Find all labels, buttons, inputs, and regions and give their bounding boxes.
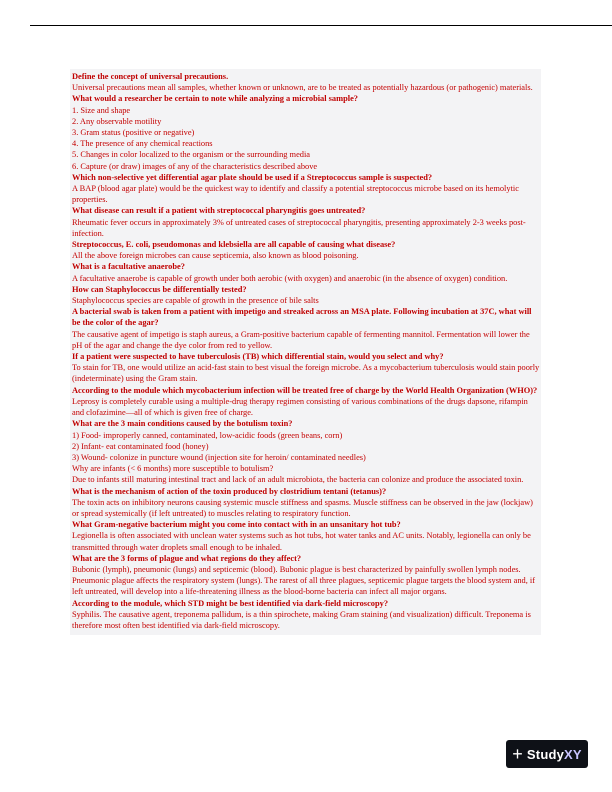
answer-text: To stain for TB, one would utilize an acid-fast stain to best visual the foreign microbe. As a mycobacterium tuberculosis would stain poorly (indeterminate) using the Gram stain. (72, 363, 540, 384)
qa-block (72, 239, 541, 261)
answer-text: All the above foreign microbes can cause septicemia, also known as blood poisoning. (72, 251, 359, 261)
answer-text: A facultative anaerobe is capable of growth under both aerobic (with oxygen) and anaerobic (in the absence of oxygen) condition. (72, 273, 508, 283)
question-text: Define the concept of universal precautions. (72, 72, 229, 81)
qa-block (72, 93, 541, 171)
answer-text: Rheumatic fever occurs in approximately 3% of untreated cases of streptococcal pharyngitis, presenting approximately 2-3 weeks post-infection. (72, 217, 526, 238)
question-text: A bacterial swab is taken from a patient with impetigo and streaked across an MSA plate. Following incubation at 37C, what will be the color of the agar? (72, 307, 532, 328)
qa-content (70, 69, 541, 635)
answer-text: 3. Gram status (positive or negative) (72, 128, 195, 138)
header-rule (30, 25, 612, 26)
question-text: What is the mechanism of action of the toxin produced by clostridium tentani (tetanus)? (72, 486, 387, 496)
qa-block (72, 306, 541, 351)
brand-name: Study (526, 746, 565, 762)
qa-block (72, 205, 541, 239)
qa-block (72, 172, 541, 206)
qa-block (72, 261, 541, 283)
plus-icon: + (512, 744, 523, 764)
question-text: What disease can result if a patient with streptococcal pharyngitis goes untreated? (72, 206, 366, 216)
qa-block (72, 385, 541, 419)
qa-block (72, 284, 541, 306)
qa-block (72, 598, 541, 632)
answer-text: 1) Food- improperly canned, contaminated, low-acidic foods (green beans, corn) (72, 430, 343, 440)
answer-text: Syphilis. The causative agent, treponema pallidum, is a thin spirochete, making Gram staining (and visualization) difficult. Treponema is therefore most often best identified via dark-field microscopy. (72, 609, 531, 630)
answer-text: 6. Capture (or draw) images of any of the characteristics described above (72, 161, 318, 171)
question-text: What would a researcher be certain to note while analyzing a microbial sample? (72, 94, 358, 104)
answer-text: Bubonic (lymph), pneumonic (lungs) and septicemic (blood). Bubonic plague is best characterized by painfully swollen lymph nodes. Pneumonic plague affects the respiratory system (lungs). The rarest of all three plagues, septicemic plague targets the blood system and, if left untreated, will develop into a life-threatening illness as the blood-borne bacteria can infect all major organs. (72, 564, 536, 597)
studyxy-logo[interactable] (506, 740, 588, 768)
qa-block (72, 71, 541, 93)
question-text: Which non-selective yet differential agar plate should be used if a Streptococcus sample is suspected? (72, 172, 433, 182)
answer-text: Staphylococcus species are capable of growth in the presence of bile salts (72, 296, 319, 306)
answer-text: Due to infants still maturing intestinal tract and lack of an adult microbiota, the bacteria can colonize and produce the associated toxin. (72, 475, 524, 485)
brand-suffix: XY (564, 746, 582, 762)
answer-text: 3) Wound- colonize in puncture wound (injection site for heroin/ contaminated needles) (72, 452, 366, 462)
qa-block (72, 486, 541, 520)
qa-block (72, 519, 541, 553)
answer-text: Leprosy is completely curable using a multiple-drug therapy regimen consisting of various combinations of the drugs dapsone, rifampin and clofazimine—all of which is given free of charge. (72, 396, 528, 418)
question-text: What Gram-negative bacterium might you come into contact with in an unsanitary hot tub? (72, 520, 401, 530)
answer-text: Why are infants (< 6 months) more susceptible to botulism? (72, 464, 274, 474)
answer-text: 5. Changes in color localized to the organism or the surrounding media (72, 150, 311, 160)
answer-text: 4. The presence of any chemical reactions (72, 139, 213, 149)
question-text: What is a facultative anaerobe? (72, 262, 185, 272)
question-text: According to the module, which STD might be best identified via dark-field microscopy? (72, 598, 389, 608)
answer-text: Legionella is often associated with unclean water systems such as hot tubs, hot water tanks and AC units. Notably, legionella can only be transmitted through water droplets small enough to be inhaled. (72, 531, 531, 552)
question-text: If a patient were suspected to have tuberculosis (TB) which differential stain, would you select and why? (72, 352, 444, 362)
question-text: Streptococcus, E. coli, pseudomonas and klebsiella are all capable of causing what disease? (72, 240, 396, 250)
question-text: What are the 3 main conditions caused by the botulism toxin? (72, 419, 293, 429)
question-text: According to the module which mycobacterium infection will be treated free of charge by the World Health Organization (WHO)? (72, 385, 538, 395)
answer-text: 2) Infant- eat contaminated food (honey) (72, 441, 209, 451)
question-text: What are the 3 forms of plague and what regions do they affect? (72, 553, 302, 563)
answer-text: 1. Size and shape (72, 105, 131, 115)
answer-text: Universal precautions mean all samples, whether known or unknown, are to be treated as potentially hazardous (or pathogenic) materials. (72, 83, 533, 93)
qa-block (72, 553, 541, 598)
qa-block (72, 418, 541, 485)
answer-text: A BAP (blood agar plate) would be the quickest way to identify and classify a potential streptococcus microbe based on its hemolytic properties. (72, 184, 519, 205)
answer-text: 2. Any observable motility (72, 116, 162, 126)
question-text: How can Staphylococcus be differentially tested? (72, 284, 247, 294)
answer-text: The causative agent of impetigo is staph aureus, a Gram-positive bacterium capable of fermenting mannitol. Fermentation will lower the pH of the agar and change the dye color from red to yellow. (72, 329, 530, 350)
answer-text: The toxin acts on inhibitory neurons causing systemic muscle stiffness and spasms. Muscle stiffness can be observed in the jaw (lockjaw) or spread systemically (if left untreated) to muscles relating to respiratory function. (72, 497, 533, 518)
qa-block (72, 351, 541, 385)
